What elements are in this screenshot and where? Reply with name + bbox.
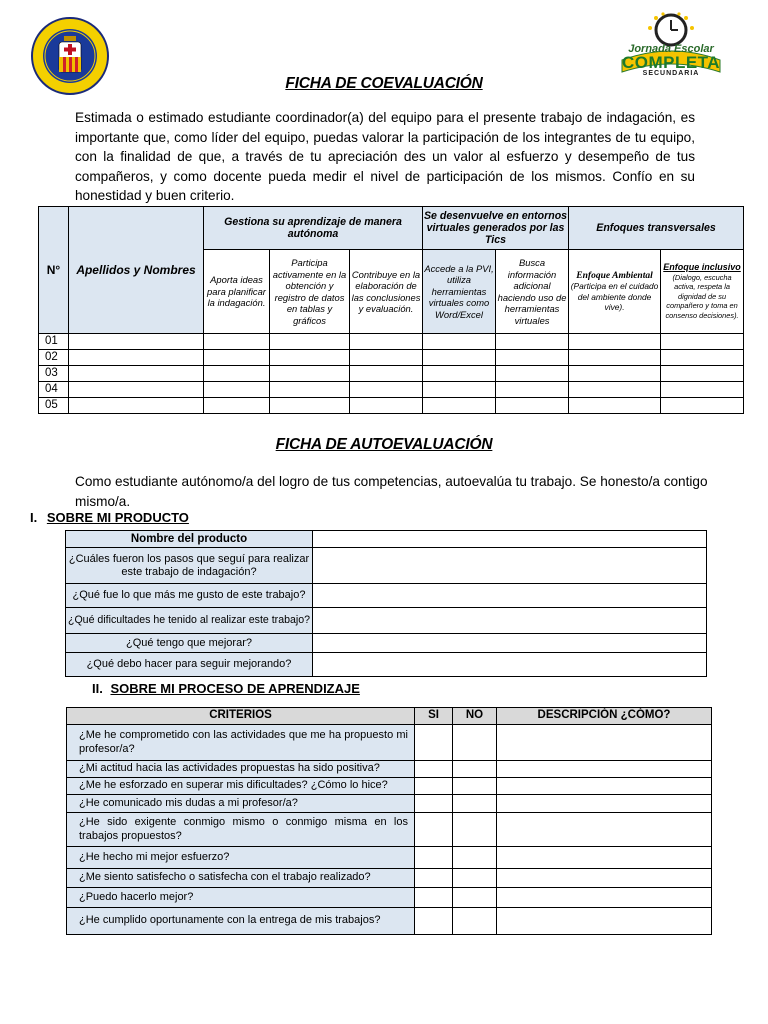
no-cell[interactable] [453,847,497,869]
table-row [66,531,707,548]
product-question: ¿Qué tengo que mejorar? [66,634,313,653]
col-name-header: Apellidos y Nombres [69,207,204,334]
si-header: SI [415,708,453,725]
score-cell[interactable] [661,398,744,414]
score-cell[interactable] [423,350,496,366]
score-cell[interactable] [496,382,569,398]
description-cell[interactable] [497,888,712,908]
jornada-escolar-logo [612,12,730,80]
description-cell[interactable] [497,847,712,869]
row-number: 04 [39,382,69,398]
criterion-inclusivo [661,250,744,334]
criterion-text: ¿Me he comprometido con las actividades que me ha propuesto mi profesor/a? [67,725,415,761]
description-cell[interactable] [497,778,712,795]
score-cell[interactable] [270,366,350,382]
answer-cell[interactable] [313,653,707,677]
criterion-text: ¿He sido exigente conmigo mismo o conmigo misma en los trabajos propuestos? [67,813,415,847]
auto-title: FICHA DE AUTOEVALUACIÓN [275,436,493,453]
table-row [67,869,712,888]
row-number: 03 [39,366,69,382]
row-number: 01 [39,334,69,350]
score-cell[interactable] [496,366,569,382]
score-cell[interactable] [350,350,423,366]
no-cell[interactable] [453,813,497,847]
no-cell[interactable] [453,908,497,935]
score-cell[interactable] [496,334,569,350]
criteria-table [66,707,712,935]
description-cell[interactable] [497,813,712,847]
section-1-number: I. [30,510,38,525]
table-row [67,888,712,908]
table-row [67,795,712,813]
coev-intro: Estimada o estimado estudiante coordinador(a) del equipo para el presente trabajo de indagación, es importante que, como líder del equipo, puedas valorar la participación de los integrantes de tu equipo, con la finalidad de que, a través de tu apreciación des un valor al esfuerzo y desempeño de tus compañeros, y como docente pueda medir el nivel de participación de los mismos. Confío en su honestidad y buen criterio. [75,110,695,203]
criterion-ambiental [569,250,661,334]
criterion-accede: Accede a la PVI, utiliza herramientas virtuales como Word/Excel [423,250,496,334]
score-cell[interactable] [661,334,744,350]
no-cell[interactable] [453,778,497,795]
descripcion-header: DESCRIPCIÓN ¿CÓMO? [497,708,712,725]
criterion-contribuye: Contribuye en la elaboración de las conclusiones y evaluación. [350,250,423,334]
coevaluation-table [38,206,744,414]
table-row [39,366,744,382]
table-row [67,725,712,761]
name-cell[interactable] [69,382,204,398]
criterion-text: ¿He comunicado mis dudas a mi profesor/a? [67,795,415,813]
score-cell[interactable] [270,382,350,398]
name-cell[interactable] [69,334,204,350]
score-cell[interactable] [496,398,569,414]
table-row [39,334,744,350]
criterion-busca: Busca información adicional haciendo uso de herramientas virtuales [496,250,569,334]
auto-intro: Como estudiante autónomo/a del logro de tus competencias, autoevalúa tu trabajo. Se honesto/a contigo mismo/a. [75,474,708,509]
score-cell[interactable] [204,382,270,398]
score-cell[interactable] [423,382,496,398]
si-cell[interactable] [415,847,453,869]
score-cell[interactable] [569,382,661,398]
table-row [66,584,707,608]
logo-line3: SECUNDARIA [642,70,700,77]
score-cell[interactable] [270,350,350,366]
si-cell[interactable] [415,908,453,935]
inclusivo-desc: (Dialogo, escucha activa, respeta la dignidad de su compañero y toma en consenso decisiones). [665,272,739,320]
description-cell[interactable] [497,908,712,935]
si-cell[interactable] [415,813,453,847]
name-cell[interactable] [69,350,204,366]
section-2-heading [92,681,360,696]
score-cell[interactable] [350,366,423,382]
answer-cell[interactable] [313,608,707,634]
row-number: 02 [39,350,69,366]
product-question: ¿Qué dificultades he tenido al realizar este trabajo? [66,608,313,634]
table-row [39,398,744,414]
table-row [66,653,707,677]
table-row [67,847,712,869]
si-cell[interactable] [415,725,453,761]
name-cell[interactable] [69,398,204,414]
criterion-text: ¿Me siento satisfecho o satisfecha con el trabajo realizado? [67,869,415,888]
group-enfoques-header: Enfoques transversales [569,207,744,250]
answer-cell[interactable] [313,548,707,584]
score-cell[interactable] [204,398,270,414]
score-cell[interactable] [569,350,661,366]
criterion-text: ¿He cumplido oportunamente con la entrega de mis trabajos? [67,908,415,935]
no-header: NO [453,708,497,725]
criterion-text: ¿Mi actitud hacia las actividades propuestas ha sido positiva? [67,761,415,778]
score-cell[interactable] [350,382,423,398]
si-cell[interactable] [415,761,453,778]
answer-cell[interactable] [313,531,707,548]
table-row [67,761,712,778]
score-cell[interactable] [270,334,350,350]
logo-line1: Jornada Escolar [628,43,714,55]
product-table [65,530,707,677]
section-1-heading [30,510,189,525]
score-cell[interactable] [496,350,569,366]
score-cell[interactable] [569,366,661,382]
score-cell[interactable] [661,382,744,398]
score-cell[interactable] [661,350,744,366]
table-row [67,813,712,847]
coev-title: FICHA DE COEVALUACIÓN [285,75,483,92]
score-cell[interactable] [569,334,661,350]
no-cell[interactable] [453,888,497,908]
no-cell[interactable] [453,795,497,813]
no-cell[interactable] [453,869,497,888]
logo-line2: COMPLETA [621,53,721,72]
criterios-header: CRITERIOS [67,708,415,725]
si-cell[interactable] [415,795,453,813]
product-question: ¿Qué debo hacer para seguir mejorando? [66,653,313,677]
description-cell[interactable] [497,725,712,761]
score-cell[interactable] [423,334,496,350]
table-row [39,382,744,398]
product-question: ¿Qué fue lo que más me gusto de este trabajo? [66,584,313,608]
group-gestiona-header: Gestiona su aprendizaje de manera autónoma [204,207,423,250]
description-cell[interactable] [497,761,712,778]
si-cell[interactable] [415,888,453,908]
score-cell[interactable] [204,350,270,366]
section-1-label: SOBRE MI PRODUCTO [46,510,189,525]
si-cell[interactable] [415,869,453,888]
table-row [66,608,707,634]
answer-cell[interactable] [313,634,707,653]
inclusivo-title: Enfoque inclusivo [663,262,741,272]
section-2-label: SOBRE MI PROCESO DE APRENDIZAJE [110,681,360,696]
description-cell[interactable] [497,795,712,813]
score-cell[interactable] [423,366,496,382]
row-number: 05 [39,398,69,414]
section-2-number: II. [92,681,103,696]
score-cell[interactable] [204,334,270,350]
product-question: ¿Cuáles fueron los pasos que seguí para realizar este trabajo de indagación? [66,548,313,584]
criterion-text: ¿Puedo hacerlo mejor? [67,888,415,908]
col-num-header: N° [39,207,69,334]
score-cell[interactable] [423,398,496,414]
criterion-aporta: Aporta ideas para planificar la indagación. [204,250,270,334]
table-row [66,548,707,584]
ambiental-title: Enfoque Ambiental [576,270,653,281]
no-cell[interactable] [453,761,497,778]
criterion-participa: Participa activamente en la obtención y registro de datos en tablas y gráficos [270,250,350,334]
score-cell[interactable] [204,366,270,382]
product-question: Nombre del producto [66,531,313,548]
table-row [67,908,712,935]
table-row [39,350,744,366]
score-cell[interactable] [350,334,423,350]
criterion-text: ¿He hecho mi mejor esfuerzo? [67,847,415,869]
score-cell[interactable] [569,398,661,414]
table-row [66,634,707,653]
no-cell[interactable] [453,725,497,761]
description-cell[interactable] [497,869,712,888]
ambiental-desc: (Participa en el cuidado del ambiente donde vive). [570,281,659,312]
group-entornos-header: Se desenvuelve en entornos virtuales generados por las Tics [423,207,569,250]
table-row [67,778,712,795]
criterion-text: ¿Me he esforzado en superar mis dificultades? ¿Cómo lo hice? [67,778,415,795]
score-cell[interactable] [270,398,350,414]
score-cell[interactable] [350,398,423,414]
criteria-header-row [67,708,712,725]
answer-cell[interactable] [313,584,707,608]
score-cell[interactable] [661,366,744,382]
si-cell[interactable] [415,778,453,795]
name-cell[interactable] [69,366,204,382]
